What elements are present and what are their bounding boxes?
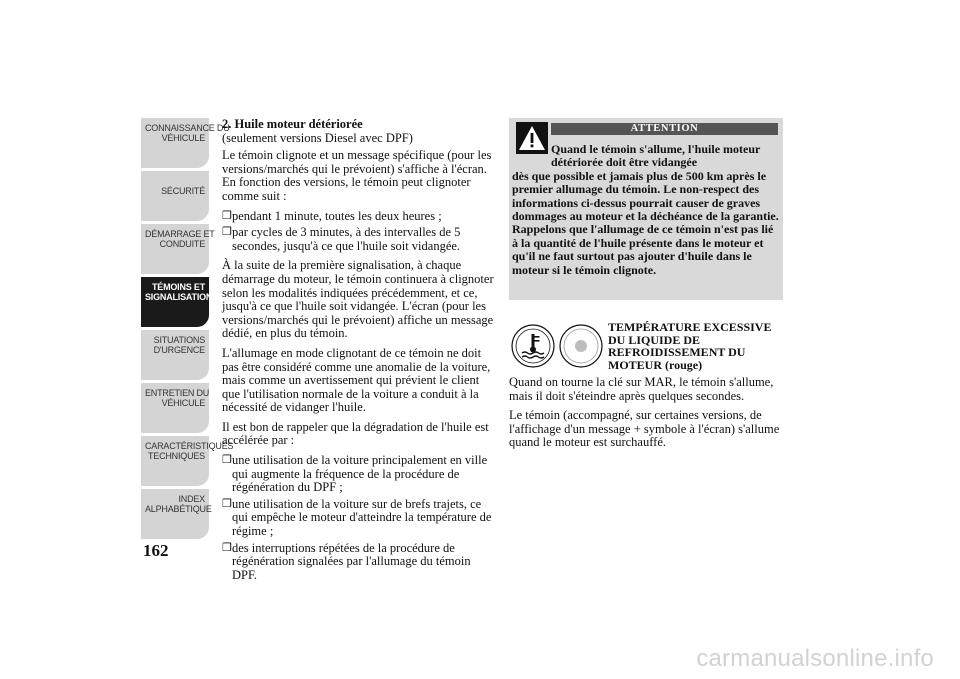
checkbox-bullet-icon: ❒: [222, 209, 232, 222]
page-number: 162: [143, 541, 169, 560]
list-item-text: une utilisation de la voiture principalement en ville qui augmente la fréquence de la procédure de régénération du DPF ;: [232, 453, 488, 495]
warning-lamp-icons: [509, 322, 604, 370]
tab-label-line: D'URGENCE: [153, 345, 205, 355]
section-subheading: (seulement versions Diesel avec DPF): [222, 130, 413, 145]
list-item: [222, 226, 494, 253]
tab-label-line: INDEX: [178, 494, 205, 504]
list-item: [222, 454, 494, 495]
list-item-text: une utilisation de la voiture sur de brefs trajets, ce qui empêche le moteur d'atteindre la température de régime ;: [232, 496, 492, 539]
attention-text-rest: dès que possible et jamais plus de 500 km après le premier allumage du témoin. Le non-respect des informations ci-dessus pourrait causer de graves dommages au moteur et la déchéance de la garantie. Rappelons que l'allumage de ce témoin n'est pas lié à la quantité de l'huile présente dans le moteur et qu'il ne faut surtout pas ajouter d'huile dans le moteur si le témoin clignote.: [512, 168, 779, 277]
section-heading: 2. Huile moteur détériorée: [222, 117, 363, 131]
list-item: [222, 210, 494, 224]
list-item: [222, 498, 494, 539]
attention-text: [512, 143, 779, 277]
tab-temoins-et-signalisation[interactable]: [141, 277, 213, 327]
paragraph: Le témoin clignote et un message spécifique (pour les versions/marchés qui le prévoient) s'affiche à l'écran. En fonction des versions, le témoin peut clignoter comme suit :: [222, 148, 492, 203]
paragraph: Le témoin (accompagné, sur certaines versions, de l'affichage d'un message + symbole à l'écran) s'allume quand le moteur est surchauffé.: [509, 408, 780, 450]
list-item-text: des interruptions répétées de la procédure de régénération signalées par l'allumage du témoin DPF.: [232, 540, 471, 582]
tab-label-line: VÉHICULE: [161, 398, 205, 408]
paragraph: L'allumage en mode clignotant de ce témoin ne doit pas être considéré comme une anomalie de la voiture, mais comme un avertissement qui prévient le client que l'utilisation normale de la voiture a conduit à la nécessité de vidanger l'huile.: [222, 345, 491, 415]
tab-label-line: SÉCURITÉ: [161, 186, 205, 196]
checkbox-bullet-icon: ❒: [222, 497, 232, 510]
tab-label-line: VÉHICULE: [161, 133, 205, 143]
tab-index-alphabetique[interactable]: [141, 489, 212, 539]
paragraph: Il est bon de rappeler que la dégradation de l'huile est accélérée par :: [222, 419, 489, 448]
left-column: [222, 118, 494, 585]
tab-label-line: CARACTÉRISTIQUES: [145, 441, 234, 451]
lamp-color-label: (rouge): [665, 357, 703, 372]
list-item: [222, 542, 494, 583]
attention-box: [509, 118, 783, 300]
tab-securite[interactable]: [141, 171, 209, 221]
tab-label-line: CONDUITE: [159, 239, 205, 249]
paragraph: À la suite de la première signalisation, à chaque démarrage du moteur, le témoin continuera à clignoter selon les modalités indiquées précédemment, et ce, jusqu'à ce que l'huile soit vidangée. L'écran (pour les versions/marchés qui le prévoient) affiche un message dédié, en plus du témoin.: [222, 258, 494, 341]
tab-label-line: DÉMARRAGE ET: [145, 229, 215, 239]
tab-label-line: ENTRETIEN DU: [145, 388, 210, 398]
tab-label-line: ALPHABÉTIQUE: [145, 504, 212, 514]
attention-label: ATTENTION: [551, 123, 778, 135]
list-item-text: pendant 1 minute, toutes les deux heures ;: [232, 208, 442, 223]
lamp-title: [608, 321, 784, 371]
tab-entretien-du-vehicule[interactable]: [141, 383, 209, 433]
tab-label-line: SIGNALISATION: [145, 292, 213, 302]
red-lamp-indicator-icon: [560, 325, 602, 367]
checkbox-bullet-icon: ❒: [222, 541, 232, 554]
right-column: [509, 376, 781, 456]
tab-demarrage-et-conduite[interactable]: [141, 224, 215, 274]
tab-caracteristiques-techniques[interactable]: [141, 436, 234, 486]
tab-label-line: SITUATIONS: [153, 335, 205, 345]
tab-label-line: TÉMOINS ET: [151, 282, 205, 292]
attention-text-first: Quand le témoin s'allume, l'huile moteur détériorée doit être vidangée: [551, 142, 761, 170]
list-item-text: par cycles de 3 minutes, à des intervalles de 5 secondes, jusqu'à ce que l'huile soit vidangée.: [232, 225, 461, 253]
watermark: carmanualsonline.info: [696, 645, 934, 672]
tab-label-line: CONNAISSANCE DU: [145, 123, 230, 133]
checkbox-bullet-icon: ❒: [222, 454, 232, 467]
tab-label-line: TECHNIQUES: [147, 451, 205, 461]
tab-connaissance-du-vehicule[interactable]: [141, 118, 230, 168]
paragraph: Quand on tourne la clé sur MAR, le témoin s'allume, mais il doit s'éteindre après quelques secondes.: [509, 375, 774, 403]
tab-situations-d-urgence[interactable]: [141, 330, 209, 380]
lamp-title-text: TEMPÉRATURE EXCESSIVE DU LIQUIDE DE REFROIDISSEMENT DU MOTEUR: [608, 320, 772, 372]
checkbox-bullet-icon: ❒: [222, 226, 232, 239]
coolant-temperature-icon: [512, 325, 554, 367]
